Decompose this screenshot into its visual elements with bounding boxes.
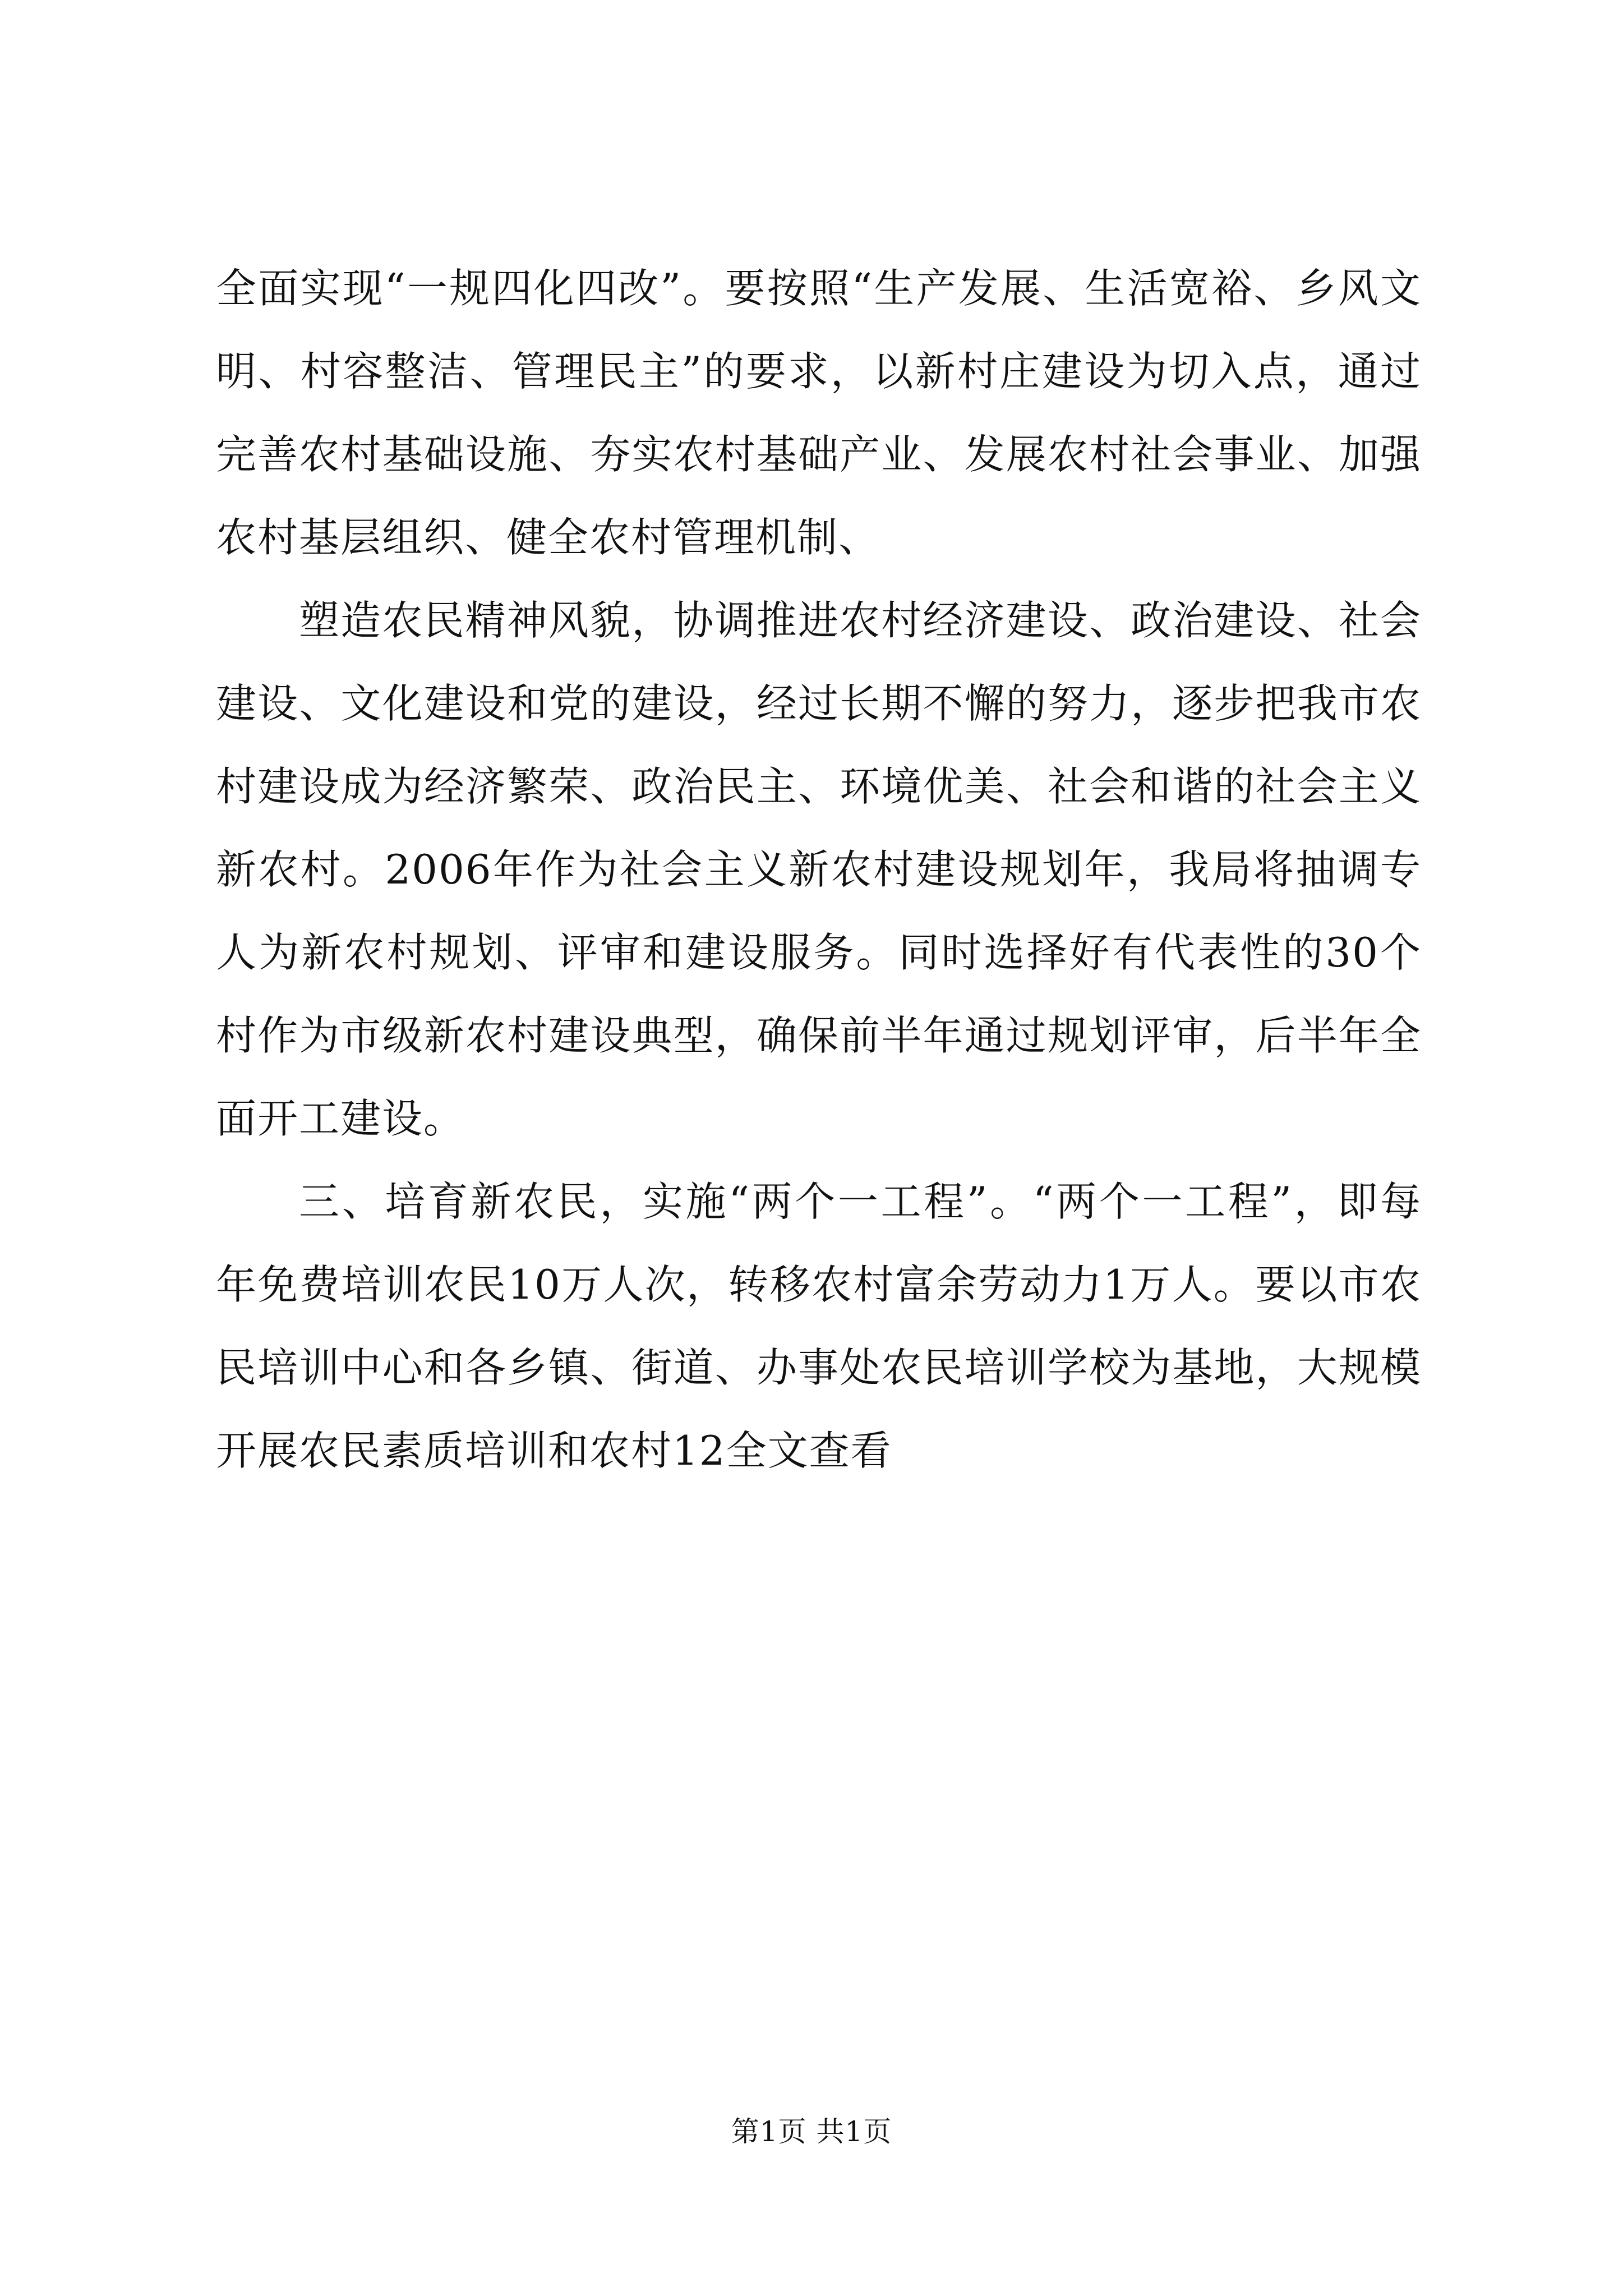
paragraph-1: 全面实现“一规四化四改”。要按照“生产发展、生活宽裕、乡风文明、村容整洁、管理民主”的要求，以新村庄建设为切入点，通过完善农村基础设施、夯实农村基础产业、发展农村社会事业、加强农村基层组织、健全农村管理机制、 xyxy=(216,265,1422,561)
paragraph-3: 三、培育新农民，实施“两个一工程”。“两个一工程”，即每年免费培训农民10万人次，转移农村富余劳动力1万人。要以市农民培训中心和各乡镇、街道、办事处农民培训学校为基地，大规模开展农民素质培训和农村12全文查看 xyxy=(216,1178,1422,1474)
document-body xyxy=(216,247,1422,1492)
page-footer: 第1页 共1页 xyxy=(731,2115,892,2148)
paragraph-2: 塑造农民精神风貌，协调推进农村经济建设、政治建设、社会建设、文化建设和党的建设，经过长期不懈的努力，逐步把我市农村建设成为经济繁荣、政治民主、环境优美、社会和谐的社会主义新农村。2006年作为社会主义新农村建设规划年，我局将抽调专人为新农村规划、评审和建设服务。同时选择好有代表性的30个村作为市级新农村建设典型，确保前半年通过规划评审，后半年全面开工建设。 xyxy=(216,597,1422,1142)
